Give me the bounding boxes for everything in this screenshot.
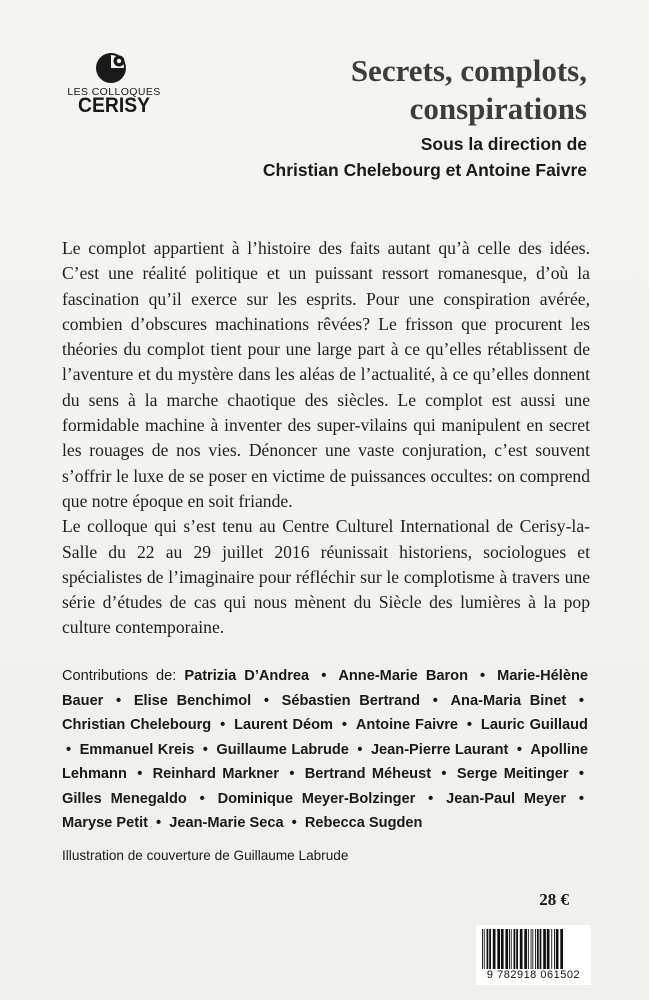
bullet-separator: • bbox=[321, 668, 327, 684]
bullet-separator: • bbox=[578, 692, 584, 709]
contributor-name: Antoine Faivre bbox=[355, 717, 459, 733]
bullet-separator: • bbox=[116, 692, 122, 709]
contributor-name: Rebecca Sugden bbox=[304, 815, 423, 831]
contributor-name: Dominique Meyer-Bolzinger bbox=[217, 790, 416, 807]
bullet-separator: • bbox=[466, 717, 473, 733]
contributor-name: Apolline Lehmann bbox=[62, 741, 588, 782]
title-line-1: Secrets, complots, bbox=[350, 53, 587, 88]
title-line-2: conspirations bbox=[409, 91, 587, 126]
contributor-name: Jean-Paul Meyer bbox=[446, 790, 567, 807]
illustration-credit: Illustration de couverture de Guillaume Labrude bbox=[62, 848, 349, 863]
barcode-icon bbox=[480, 929, 587, 969]
bullet-separator: • bbox=[480, 668, 486, 684]
bullet-separator: • bbox=[441, 766, 447, 782]
summary-paragraph-2: Le colloque qui s’est tenu au Centre Culturel International de Cerisy-la-Salle du 22 au 29 juillet 2016 réunissait historiens, sociologues et spécialistes de l’imaginaire pour réfléchir sur le complotisme à travers une série d’études de cas qui nous mènent du Siècle des lumières à la pop culture contemporaine. bbox=[62, 516, 590, 638]
bullet-separator: • bbox=[263, 692, 269, 709]
bullet-separator: • bbox=[357, 741, 363, 758]
contributor-name: Maryse Petit bbox=[62, 815, 148, 831]
contributors-label: Contributions de: bbox=[62, 668, 177, 684]
logo-bottom-text: CERISY bbox=[78, 94, 150, 117]
logo-top-text: LES COLLOQUES bbox=[67, 86, 161, 98]
contributor-name: Ana-Maria Binet bbox=[450, 692, 567, 709]
contributor-name: Guillaume Labrude bbox=[216, 741, 349, 758]
editors bbox=[187, 131, 587, 183]
contributor-name: Christian Chelebourg bbox=[62, 717, 212, 733]
barcode-digits: 9 782918 061502 bbox=[486, 969, 581, 981]
book-title bbox=[207, 52, 587, 128]
contributor-name: Serge Meitinger bbox=[456, 766, 569, 782]
contributor-names bbox=[62, 668, 588, 831]
summary-text bbox=[62, 236, 590, 641]
contributor-name: Sébastien Bertrand bbox=[281, 692, 421, 709]
contributor-name: Marie-Hélène Bauer bbox=[62, 668, 588, 709]
direction-line-1: Sous la direction de bbox=[420, 134, 587, 154]
summary-paragraph-1: Le complot appartient à l’histoire des faits autant qu’à celle des idées. C’est une réalité politique et un puissant ressort romanesque, d’où la fascination qu’il exerce sur les esprits. Pour une conspiration avérée, combien d’obscures machinations rêvées? Le frisson que procurent les théories du complot tient pour une large part à ce qu’elles rétablissent de l’aventure et du mystère dans les aléas de l’actualité, à ce qu’elles donnent du sens à la marche chaotique des siècles. Le complot est aussi une formidable machine à inventer des super-vilains qui manipulent en secret les rouages de nos vies. Dénoncer une vaste conjuration, c’est souvent s’offrir le luxe de se poser en victime de puissances occultes: on comprend que notre époque en soit friande. bbox=[62, 238, 590, 511]
contributor-name: Elise Benchimol bbox=[133, 692, 252, 709]
bullet-separator: • bbox=[432, 692, 438, 709]
publisher-logo bbox=[60, 50, 168, 116]
contributor-name: Reinhard Markner bbox=[152, 766, 279, 782]
contributors-list bbox=[62, 664, 588, 836]
bullet-separator: • bbox=[156, 815, 162, 831]
bullet-separator: • bbox=[578, 790, 584, 807]
bullet-separator: • bbox=[578, 766, 585, 782]
bullet-separator: • bbox=[202, 741, 208, 758]
bullet-separator: • bbox=[137, 766, 143, 782]
bullet-separator: • bbox=[516, 741, 522, 758]
contributor-name: Lauric Guillaud bbox=[480, 717, 588, 733]
bullet-separator: • bbox=[289, 766, 295, 782]
bullet-separator: • bbox=[341, 717, 347, 733]
contributor-name: Patrizia D’Andrea bbox=[184, 668, 310, 684]
contributor-name: Emmanuel Kreis bbox=[79, 741, 195, 758]
cerisy-logo-mark-icon bbox=[95, 50, 131, 86]
direction-line-2: Christian Chelebourg et Antoine Faivre bbox=[262, 160, 587, 180]
contributor-name: Gilles Menegaldo bbox=[62, 790, 187, 807]
bullet-separator: • bbox=[199, 790, 205, 807]
contributor-name: Jean-Marie Seca bbox=[169, 815, 284, 831]
bullet-separator: • bbox=[291, 815, 297, 831]
price: 28 € bbox=[539, 890, 569, 909]
bullet-separator: • bbox=[220, 717, 226, 733]
contributor-name: Bertrand Méheust bbox=[304, 766, 432, 782]
contributor-name: Jean-Pierre Laurant bbox=[370, 741, 509, 758]
contributor-name: Laurent Déom bbox=[234, 717, 333, 733]
bullet-separator: • bbox=[428, 790, 434, 807]
contributor-name: Anne-Marie Baron bbox=[338, 668, 468, 684]
bullet-separator: • bbox=[66, 741, 72, 758]
barcode bbox=[476, 925, 591, 985]
